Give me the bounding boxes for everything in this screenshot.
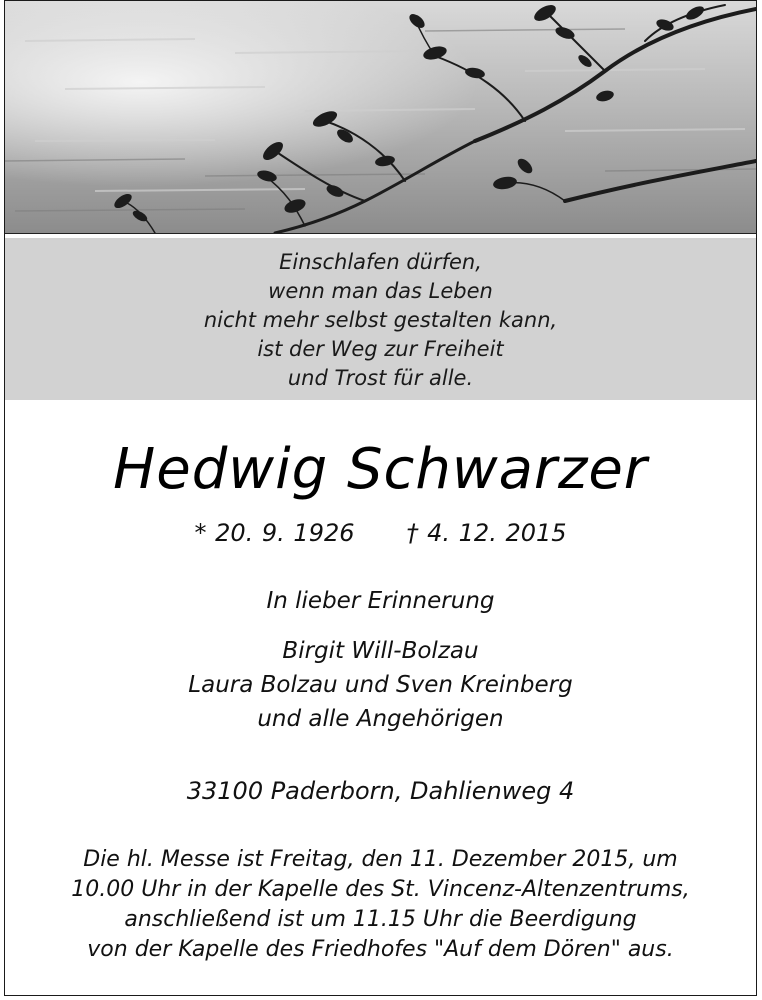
quote-line: ist der Weg zur Freiheit	[257, 337, 504, 361]
life-dates	[5, 517, 756, 549]
deceased-name: Hedwig Schwarzer	[113, 437, 648, 502]
mourner-line: Laura Bolzau und Sven Kreinberg	[188, 672, 573, 698]
family-address	[5, 775, 756, 807]
mourners-list	[5, 634, 756, 736]
obituary-notice	[4, 0, 757, 996]
quote-line: wenn man das Leben	[268, 279, 493, 303]
service-details	[5, 845, 756, 965]
birth-date: * 20. 9. 1926	[194, 519, 355, 547]
service-line: 10.00 Uhr in der Kapelle des St. Vincenz-Altenzentrums,	[71, 877, 690, 902]
quote-line: nicht mehr selbst gestalten kann,	[203, 308, 558, 332]
quote-line: und Trost für alle.	[287, 366, 474, 390]
memory-intro	[5, 585, 756, 617]
water-branches-photo	[5, 1, 756, 234]
address-text: 33100 Paderborn, Dahlienweg 4	[186, 777, 575, 805]
photo-illustration	[5, 1, 756, 233]
quote-line: Einschlafen dürfen,	[279, 250, 482, 274]
mourner-line: und alle Angehörigen	[257, 706, 504, 732]
service-line: von der Kapelle des Friedhofes "Auf dem Dören" aus.	[87, 937, 674, 962]
memory-intro-text: In lieber Erinnerung	[266, 588, 495, 614]
memorial-quote	[5, 248, 756, 393]
mourner-line: Birgit Will-Bolzau	[282, 638, 479, 664]
death-date: † 4. 12. 2015	[406, 519, 567, 547]
service-line: anschließend ist um 11.15 Uhr die Beerdigung	[124, 907, 637, 932]
service-line: Die hl. Messe ist Freitag, den 11. Dezember 2015, um	[83, 847, 678, 872]
